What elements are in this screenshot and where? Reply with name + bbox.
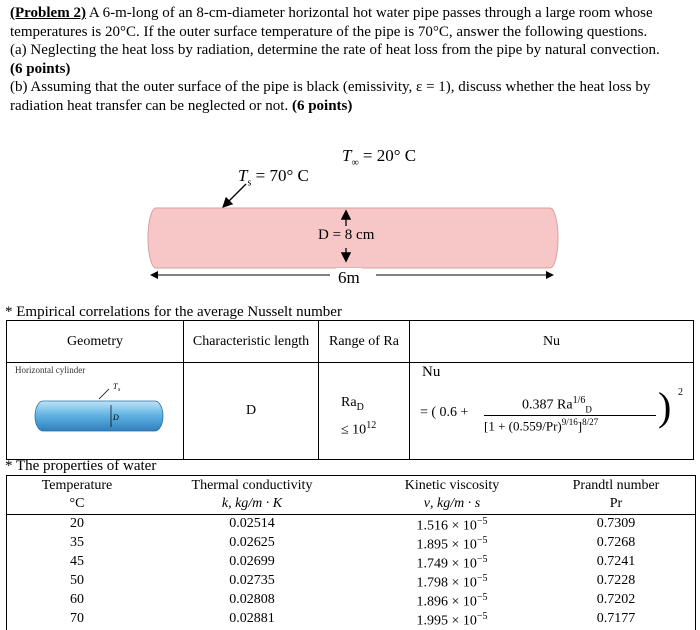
header-range: Range of Ra <box>319 321 410 363</box>
nu-row-label: Nu <box>422 364 441 380</box>
range-cell: $Ra_D$ ≤ $10^{12}$ <box>319 363 410 460</box>
nu-formula-cell <box>410 363 694 460</box>
header-geometry: Geometry <box>7 321 184 363</box>
nu-formula: = ( 0.6 + 0.387 $Ra^{1/6}_D$ $[1 + (0.559/Pr)^{9/16}]^{8/27}$ ) 2 <box>420 384 683 434</box>
properties-title: * The properties of water <box>5 458 157 474</box>
diameter-label: D = 8 cm <box>318 227 375 243</box>
part-a-points: (6 points) <box>10 60 71 77</box>
table-row: 60 0.02808 $1.896 \times 10^{-5}$ 0.7202 <box>70 592 636 610</box>
svg-text:s: s <box>118 387 121 393</box>
part-b <box>10 78 696 115</box>
header-prandtl: Prandtl number Pr <box>572 478 660 511</box>
correlation-table <box>6 320 694 460</box>
header-viscosity: Kinetic viscosity ν, kg/m · s <box>404 478 500 511</box>
table-row: 35 0.02625 $1.895 \times 10^{-5}$ 0.7268 <box>70 535 636 553</box>
char-length-cell: D <box>184 363 319 460</box>
t-surface-label: $T_s = 70^\circ$ C <box>238 166 309 189</box>
problem-statement <box>10 4 696 41</box>
part-b-points: (6 points) <box>291 97 353 114</box>
header-conductivity: Thermal conductivity k, kg/m · K <box>191 478 313 511</box>
correlation-title: * Empirical correlations for the average Nusselt number <box>5 304 342 320</box>
table-row: 20 0.02514 $1.516 \times 10^{-5}$ 0.7309 <box>70 516 636 534</box>
problem-text <box>10 4 696 115</box>
properties-table <box>6 475 696 630</box>
table-row: 45 0.02699 $1.749 \times 10^{-5}$ 0.7241 <box>70 554 636 572</box>
geometry-cell <box>7 363 184 460</box>
header-nu: Nu <box>410 321 694 363</box>
svg-text:T: T <box>113 382 118 391</box>
svg-text:D: D <box>113 413 119 422</box>
statement-text: A 6-m-long of an 8-cm-diameter horizontal hot water pipe passes through a large room whose temperatures is 20°C. If the outer surface temperature of the pipe is 70°C, answer the following questions. <box>10 5 653 40</box>
part-a-text: (a) Neglecting the heat loss by radiation, determine the rate of heat loss from the pipe by natural convection. <box>10 42 660 58</box>
t-infinity-label: $T_\infty = 20^\circ$ C <box>342 146 417 169</box>
header-char-length: Characteristic length <box>184 321 319 363</box>
length-label: 6m <box>338 268 360 287</box>
cylinder-icon <box>7 363 183 459</box>
header-temperature: Temperature °C <box>41 478 113 511</box>
table-row: 50 0.02735 $1.798 \times 10^{-5}$ 0.7228 <box>70 573 636 591</box>
geometry-name: Horizontal cylinder <box>15 365 86 375</box>
properties-header <box>7 476 695 515</box>
table-row: 70 0.02881 $1.995 \times 10^{-5}$ 0.7177 <box>70 611 636 629</box>
part-a <box>10 41 696 78</box>
problem-heading: (Problem 2) <box>10 5 86 21</box>
part-b-text: (b) Assuming that the outer surface of the pipe is black (emissivity, ε = 1), discuss whether the heat loss by radiation heat transfer can be neglected or not. <box>10 79 651 114</box>
